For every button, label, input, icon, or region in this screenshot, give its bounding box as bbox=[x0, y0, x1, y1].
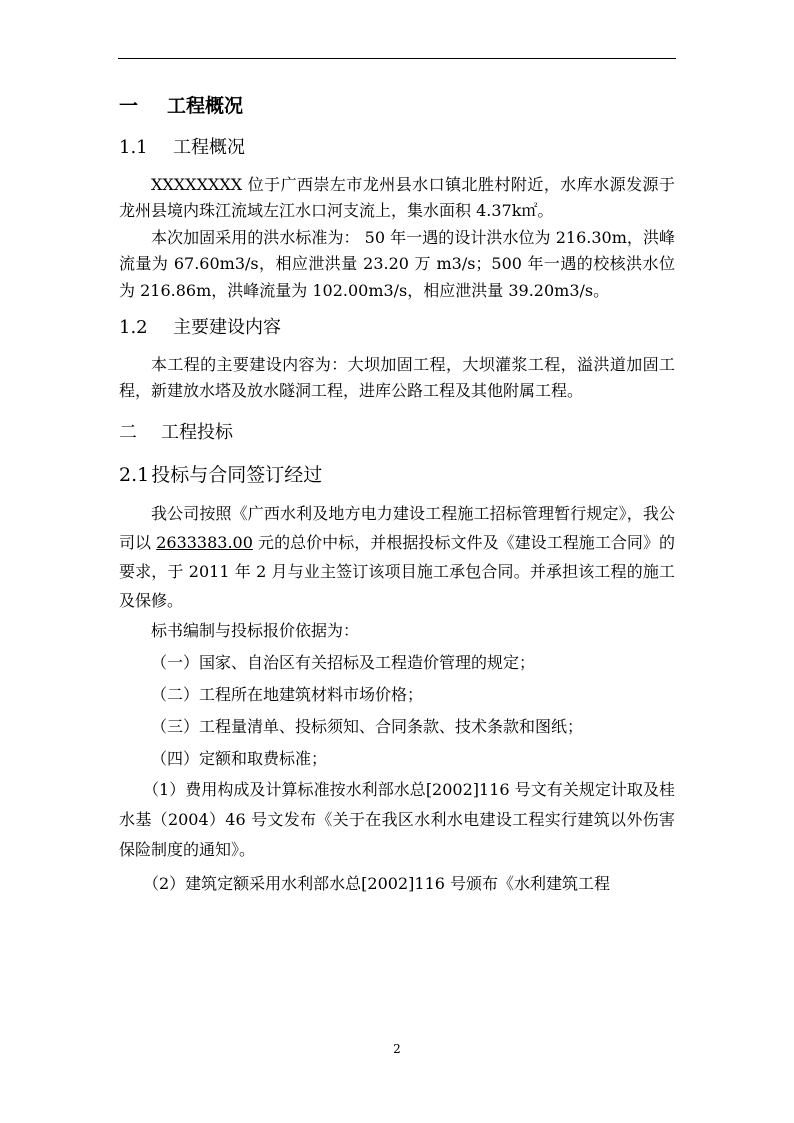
basis-item: （三）工程量清单、投标须知、合同条款、技术条款和图纸； bbox=[151, 716, 584, 736]
document-body bbox=[119, 92, 675, 899]
subsection-title: 工程概况 bbox=[173, 137, 245, 158]
subsection-title: 投标与合同签订经过 bbox=[151, 463, 323, 486]
section-heading-1 bbox=[119, 92, 675, 120]
section-title: 工程概况 bbox=[167, 95, 244, 117]
subsection-title: 主要建设内容 bbox=[173, 317, 281, 339]
section-number: 二 bbox=[119, 421, 137, 443]
subsection-heading-1-1 bbox=[119, 134, 675, 162]
paragraph-bidding-process bbox=[119, 499, 675, 615]
basis-subitem-2: （2）建筑定额采用水利部水总[2002]116 号颁布《水利建筑工程 bbox=[143, 873, 611, 893]
header-rule bbox=[118, 58, 676, 59]
text-run: 元的总价中标，并根据投标文件及《建设工程施工合同》的要求，于 2011 年 2 月与业主签订该项目施工承包合同。并承担该工程的施工及保修。 bbox=[119, 532, 675, 610]
basis-subitem-1: （1）费用构成及计算标准按水利部水总[2002]116 号文有关规定计取及桂水基（2004）46 号文发布《关于在我区水利水电建设工程实行建筑以外伤害保险制度的通知》。 bbox=[119, 779, 675, 859]
basis-intro: 标书编制与投标报价依据为： bbox=[151, 620, 360, 640]
paragraph-overview-2: 本次加固采用的洪水标准为： 50 年一遇的设计洪水位为 216.30m，洪峰流量为 67.60m3/s，相应泄洪量 23.20 万 m3/s；500 年一遇的校核洪水位为 216.86m，洪峰流量为 102.00m3/s，相应泄洪量 39.20m3/s。 bbox=[119, 227, 675, 300]
basis-item: （一）国家、自治区有关招标及工程造价管理的规定； bbox=[151, 652, 536, 672]
subsection-number: 1.1 bbox=[119, 137, 148, 158]
section-number: 一 bbox=[119, 95, 139, 117]
subsection-heading-1-2 bbox=[119, 314, 675, 342]
bid-amount: 2633383.00 bbox=[156, 532, 253, 552]
page-number: 2 bbox=[393, 1042, 401, 1056]
subsection-number: 2.1 bbox=[119, 463, 150, 486]
subsection-heading-2-1 bbox=[119, 461, 675, 489]
section-title: 工程投标 bbox=[161, 421, 233, 443]
basis-item: （四）定额和取费标准； bbox=[151, 748, 328, 768]
basis-item: （二）工程所在地建筑材料市场价格； bbox=[151, 684, 424, 704]
paragraph-construction-content: 本工程的主要建设内容为：大坝加固工程，大坝灌浆工程，溢洪道加固工程，新建放水塔及放水隧洞工程，进库公路工程及其他附属工程。 bbox=[119, 355, 675, 401]
subsection-number: 1.2 bbox=[119, 317, 148, 339]
paragraph-overview-1: XXXXXXXX 位于广西崇左市龙州县水口镇北胜村附近，水库水源发源于龙州县境内珠江流域左江水口河支流上，集水面积 4.37k㎡。 bbox=[119, 175, 675, 221]
section-heading-2 bbox=[119, 419, 675, 447]
text-run: 我公司按照《广西水利及地方电力建设工程施工招标管理暂行规定》，我公司以 bbox=[119, 503, 675, 552]
